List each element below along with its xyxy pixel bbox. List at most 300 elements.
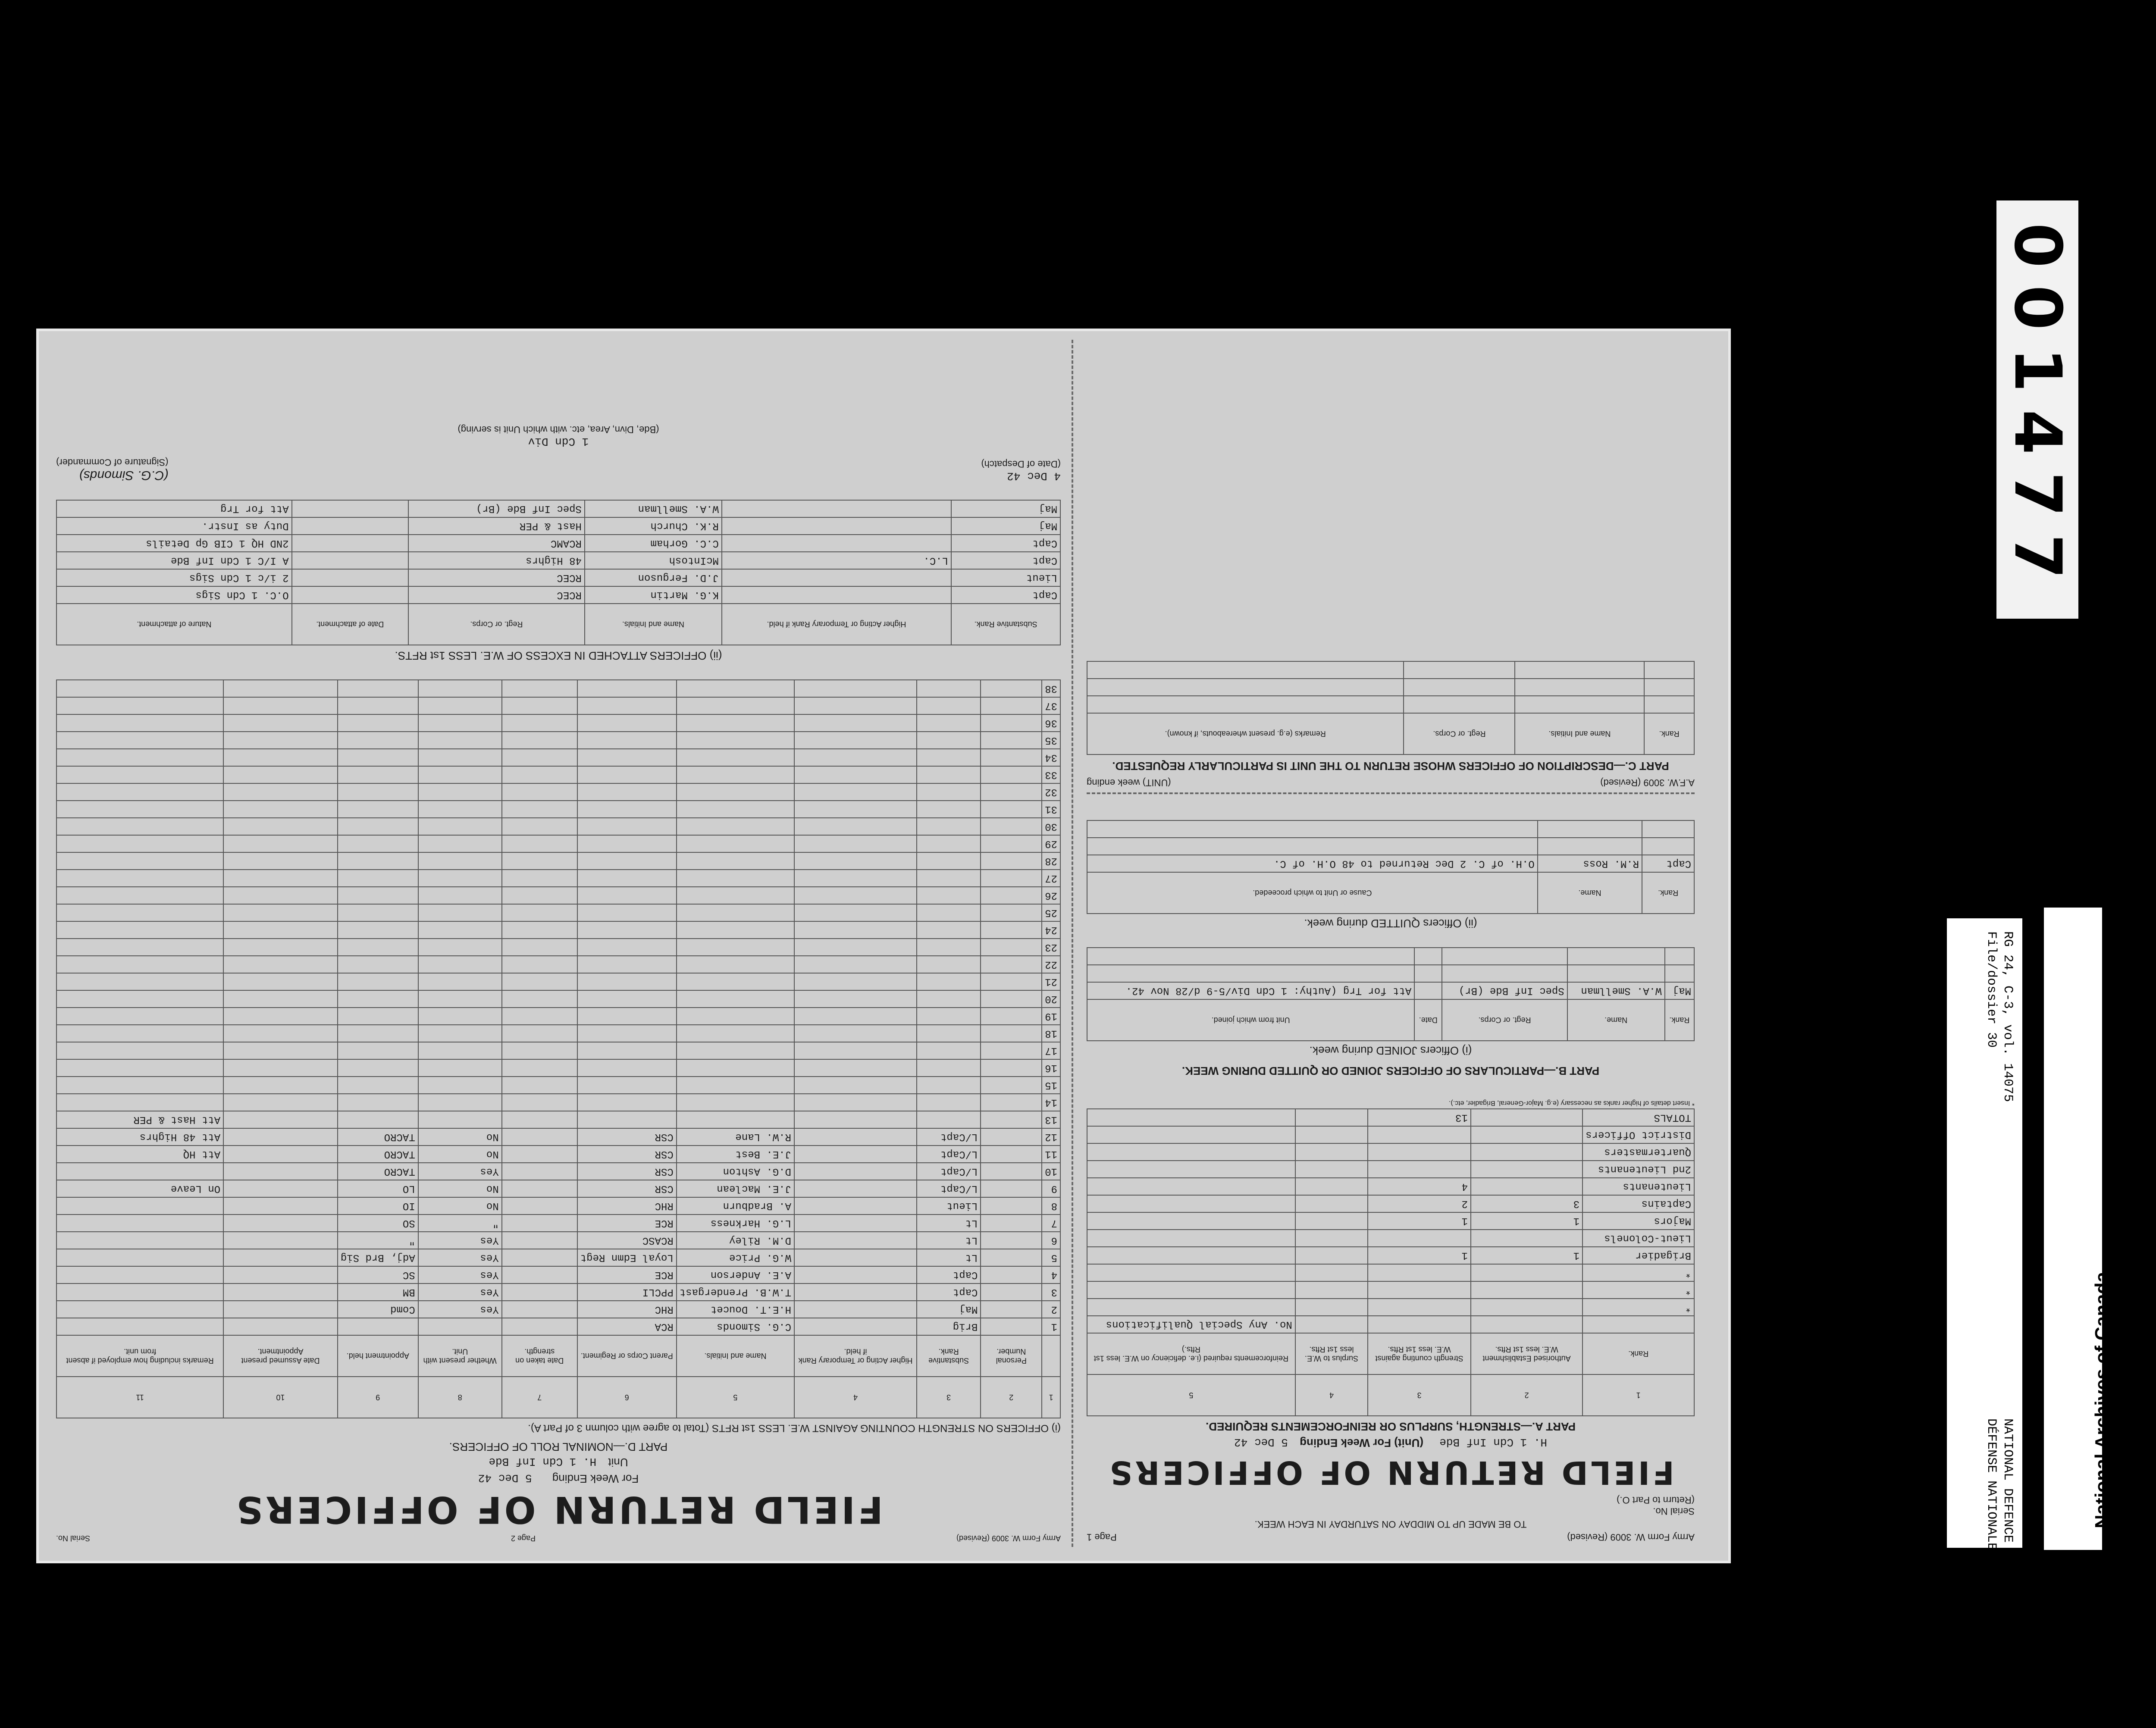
nature-cell: Duty as Instr. bbox=[56, 517, 292, 535]
blank-cell bbox=[917, 1094, 981, 1111]
strength-headers bbox=[1087, 1333, 1694, 1374]
table-row bbox=[56, 732, 1060, 749]
surplus-cell bbox=[1295, 1299, 1368, 1316]
name-cell: R.M. Ross bbox=[1538, 855, 1642, 872]
blank-cell bbox=[502, 835, 577, 852]
blank-cell bbox=[677, 904, 794, 921]
blank-cell bbox=[1087, 696, 1404, 713]
date-cell bbox=[502, 1266, 577, 1283]
date-cell bbox=[502, 1163, 577, 1180]
corps-cell: RHC bbox=[577, 1197, 677, 1215]
blank-cell bbox=[338, 921, 418, 939]
blank-cell bbox=[981, 990, 1042, 1008]
row-number: 17 bbox=[1042, 1042, 1060, 1059]
corps-cell: RCEC bbox=[408, 569, 585, 586]
part-c-table bbox=[1087, 661, 1695, 755]
blank-cell bbox=[917, 818, 981, 835]
column-number: 8 bbox=[418, 1377, 502, 1418]
archive-number-stamp bbox=[1996, 200, 2078, 619]
blank-cell bbox=[56, 749, 223, 766]
blank-cell bbox=[338, 783, 418, 801]
table-row bbox=[56, 569, 1060, 586]
appointment-cell: BM bbox=[338, 1283, 418, 1301]
row-number: 14 bbox=[1042, 1094, 1060, 1111]
blank-cell bbox=[338, 749, 418, 766]
blank-cell bbox=[418, 801, 502, 818]
column-header: Substantive Rank. bbox=[917, 1335, 981, 1377]
column-headers-row bbox=[56, 1335, 1060, 1377]
corps-cell: 48 Highrs bbox=[408, 552, 585, 569]
date-cell bbox=[502, 1249, 577, 1266]
blank-row bbox=[1087, 661, 1694, 679]
name-cell: R.W. Lane bbox=[677, 1128, 794, 1146]
date-assumed-cell bbox=[223, 1111, 338, 1128]
blank-cell bbox=[981, 887, 1042, 904]
row-number: 15 bbox=[1042, 1077, 1060, 1094]
table-row bbox=[56, 697, 1060, 714]
blank-cell bbox=[223, 835, 338, 852]
personal-number bbox=[981, 1318, 1042, 1335]
blank-cell bbox=[577, 1094, 677, 1111]
column-header: Name and Initials. bbox=[585, 604, 722, 645]
date-cell bbox=[502, 1301, 577, 1318]
reinforcements-cell bbox=[1087, 1178, 1295, 1195]
blank-cell bbox=[338, 1077, 418, 1094]
row-number: 19 bbox=[1042, 1008, 1060, 1025]
name-cell: C.G. Simonds bbox=[677, 1318, 794, 1335]
column-header: Surplus to W.E. less 1st Rfts. bbox=[1295, 1333, 1368, 1374]
blank-cell bbox=[502, 939, 577, 956]
remarks-cell bbox=[56, 1283, 223, 1301]
row-number: 18 bbox=[1042, 1025, 1060, 1042]
nominal-roll-table bbox=[56, 679, 1061, 1418]
subheader-row bbox=[1087, 1316, 1694, 1333]
blank-cell bbox=[981, 801, 1042, 818]
joined-headers bbox=[1087, 999, 1694, 1041]
blank-cell bbox=[56, 1094, 223, 1111]
blank-row bbox=[1087, 965, 1694, 982]
blank-cell bbox=[917, 1059, 981, 1077]
serial-label: Serial No. bbox=[56, 1534, 91, 1543]
strength-cell bbox=[1368, 1281, 1471, 1299]
serial-label: Serial No. bbox=[1653, 1506, 1695, 1517]
blank-cell bbox=[917, 1042, 981, 1059]
blank-cell bbox=[577, 749, 677, 766]
column-header: Regt. or Corps. bbox=[1442, 999, 1567, 1041]
blank-row bbox=[1087, 838, 1694, 855]
surplus-cell bbox=[1295, 1230, 1368, 1247]
blank-cell bbox=[338, 887, 418, 904]
table-row bbox=[1087, 1178, 1694, 1195]
blank-cell bbox=[1583, 1316, 1694, 1333]
column-numbers-row bbox=[56, 1377, 1060, 1418]
blank-cell bbox=[981, 783, 1042, 801]
blank-cell bbox=[917, 904, 981, 921]
remarks-cell bbox=[56, 1318, 223, 1335]
blank-cell bbox=[338, 939, 418, 956]
present-cell: Yes bbox=[418, 1232, 502, 1249]
blank-cell bbox=[418, 939, 502, 956]
table-row bbox=[56, 586, 1060, 604]
higher-rank-cell: L.C. bbox=[722, 552, 951, 569]
remarks-cell: On Leave bbox=[56, 1180, 223, 1197]
table-row bbox=[56, 1266, 1060, 1283]
rank-cell: Capt bbox=[951, 586, 1060, 604]
date-cell bbox=[292, 569, 408, 586]
blank-cell bbox=[418, 1008, 502, 1025]
column-header: Name. bbox=[1538, 872, 1642, 914]
blank-cell bbox=[577, 904, 677, 921]
blank-cell bbox=[677, 801, 794, 818]
page-2-nominal-roll bbox=[56, 348, 1061, 1543]
quitted-table bbox=[1087, 820, 1695, 914]
table-row bbox=[1087, 1126, 1694, 1143]
table-row bbox=[56, 887, 1060, 904]
strength-cell bbox=[1368, 1161, 1471, 1178]
blank-cell bbox=[1404, 661, 1515, 679]
column-header: Rank. bbox=[1644, 713, 1694, 754]
blank-cell bbox=[56, 956, 223, 973]
blank-cell bbox=[577, 766, 677, 783]
blank-cell bbox=[917, 956, 981, 973]
blank-cell bbox=[223, 904, 338, 921]
totals-row bbox=[1087, 1109, 1694, 1126]
establishment-cell bbox=[1471, 1264, 1583, 1281]
rank-cell: Brigadier bbox=[1583, 1247, 1694, 1264]
higher-rank-cell bbox=[794, 1180, 917, 1197]
date-assumed-cell bbox=[223, 1318, 338, 1335]
table-row bbox=[56, 801, 1060, 818]
table-row bbox=[56, 870, 1060, 887]
blank-cell bbox=[1087, 948, 1414, 965]
part-c-week: (UNIT) week ending bbox=[1087, 777, 1171, 788]
blank-cell bbox=[502, 783, 577, 801]
column-header: Strength counting against W.E. less 1st Rfts. bbox=[1368, 1333, 1471, 1374]
section-ii-heading: (ii) OFFICERS ATTACHED IN EXCESS OF W.E. LESS 1st RFTS. bbox=[395, 649, 722, 662]
table-row bbox=[56, 1249, 1060, 1266]
higher-rank-cell bbox=[794, 1215, 917, 1232]
table-row bbox=[56, 1111, 1060, 1128]
name-cell: K.G. Martin bbox=[585, 586, 722, 604]
corps-cell: CSR bbox=[577, 1146, 677, 1163]
rank-cell: Quartermasters bbox=[1583, 1143, 1694, 1161]
name-cell: T.W.B. Prendergast bbox=[677, 1283, 794, 1301]
row-number: 11 bbox=[1042, 1146, 1060, 1163]
strength-cell: 1 bbox=[1368, 1212, 1471, 1230]
reinforcements-cell bbox=[1087, 1143, 1295, 1161]
strength-column-numbers bbox=[1087, 1374, 1694, 1416]
rank-cell: District Officers bbox=[1583, 1126, 1694, 1143]
blank-cell bbox=[981, 1042, 1042, 1059]
week-ending-value: 5 Dec 42 bbox=[478, 1471, 532, 1484]
date-cell bbox=[502, 1318, 577, 1335]
blank-cell bbox=[577, 887, 677, 904]
date-assumed-cell bbox=[223, 1301, 338, 1318]
blank-cell bbox=[981, 732, 1042, 749]
column-number: 9 bbox=[338, 1377, 418, 1418]
blank-cell bbox=[677, 973, 794, 990]
rank-cell: L/Capt bbox=[917, 1180, 981, 1197]
surplus-cell bbox=[1295, 1143, 1368, 1161]
table-row bbox=[56, 1215, 1060, 1232]
blank-cell bbox=[794, 956, 917, 973]
part-b-heading: PART B.—PARTICULARS OF OFFICERS JOINED OR QUITTED DURING WEEK. bbox=[1181, 1064, 1600, 1077]
rank-cell: Lt bbox=[917, 1215, 981, 1232]
unit-cell: Att for Trg (Authy: 1 Cdn Div/5-9 d/28 Nov 42. bbox=[1087, 982, 1414, 999]
blank-cell bbox=[56, 801, 223, 818]
row-number: 20 bbox=[1042, 990, 1060, 1008]
blank-cell bbox=[502, 852, 577, 870]
appointment-cell: LO bbox=[338, 1180, 418, 1197]
name-cell: A.E. Anderson bbox=[677, 1266, 794, 1283]
table-row bbox=[56, 517, 1060, 535]
date-cell bbox=[292, 500, 408, 517]
section-i-heading: (i) OFFICERS ON STRENGTH COUNTING AGAINST W.E. LESS 1st RFTS (Total to agree with column 3 of Part A). bbox=[528, 1422, 1061, 1434]
blank-cell bbox=[338, 870, 418, 887]
blank-cell bbox=[677, 887, 794, 904]
blank-cell bbox=[1087, 679, 1404, 696]
row-number: 10 bbox=[1042, 1163, 1060, 1180]
higher-rank-cell bbox=[722, 500, 951, 517]
table-row bbox=[1087, 1143, 1694, 1161]
blank-cell bbox=[223, 766, 338, 783]
table-row bbox=[56, 1094, 1060, 1111]
blank-cell bbox=[1368, 1316, 1471, 1333]
part-a-footnote: * Insert details of higher ranks as necessary (e.g. Major-General, Brigadier, etc.). bbox=[1448, 1099, 1695, 1107]
table-row bbox=[56, 749, 1060, 766]
blank-cell bbox=[338, 766, 418, 783]
blank-cell bbox=[917, 766, 981, 783]
rank-cell: Brig bbox=[917, 1318, 981, 1335]
blank-cell bbox=[577, 870, 677, 887]
blank-cell bbox=[677, 939, 794, 956]
remarks-cell: Att HQ bbox=[56, 1146, 223, 1163]
blank-cell bbox=[338, 714, 418, 732]
higher-rank-cell bbox=[794, 1128, 917, 1146]
date-cell bbox=[292, 552, 408, 569]
table-row bbox=[56, 1301, 1060, 1318]
table-row bbox=[56, 921, 1060, 939]
blank-cell bbox=[502, 973, 577, 990]
date-cell bbox=[292, 535, 408, 552]
blank-cell bbox=[223, 1059, 338, 1077]
blank-cell bbox=[338, 1025, 418, 1042]
archive-label-reference bbox=[1947, 918, 2022, 1551]
part-c-form: A.F.W. 3009 (Revised) bbox=[1600, 777, 1695, 788]
row-number: 13 bbox=[1042, 1111, 1060, 1128]
blank-cell bbox=[577, 801, 677, 818]
blank-cell bbox=[794, 939, 917, 956]
blank-cell bbox=[677, 697, 794, 714]
blank-cell bbox=[338, 732, 418, 749]
header-row-number bbox=[1042, 1335, 1060, 1377]
blank-cell bbox=[794, 818, 917, 835]
blank-cell bbox=[917, 801, 981, 818]
name-cell: L.G. Harkness bbox=[677, 1215, 794, 1232]
column-number: 10 bbox=[223, 1377, 338, 1418]
name-cell: J.D. Ferguson bbox=[585, 569, 722, 586]
blank-cell bbox=[418, 1077, 502, 1094]
table-row bbox=[56, 1232, 1060, 1249]
blank-cell bbox=[56, 766, 223, 783]
blank-cell bbox=[223, 887, 338, 904]
blank-cell bbox=[981, 1059, 1042, 1077]
blank-cell bbox=[223, 1094, 338, 1111]
appointment-cell: Adj, Brd Sig bbox=[338, 1249, 418, 1266]
corps-cell: RCASC bbox=[577, 1232, 677, 1249]
quitted-heading: (ii) Officers QUITTED during week. bbox=[1304, 917, 1477, 930]
higher-rank-cell bbox=[794, 1301, 917, 1318]
personal-number bbox=[981, 1197, 1042, 1215]
blank-cell bbox=[1515, 661, 1644, 679]
date-cell bbox=[292, 517, 408, 535]
row-number: 6 bbox=[1042, 1232, 1060, 1249]
corps-cell: RCA bbox=[577, 1318, 677, 1335]
name-cell: W.A. Smellman bbox=[1567, 982, 1665, 999]
blank-cell bbox=[223, 697, 338, 714]
blank-cell bbox=[1087, 820, 1538, 838]
blank-cell bbox=[1515, 679, 1644, 696]
blank-cell bbox=[418, 766, 502, 783]
appointment-cell: TACRO bbox=[338, 1128, 418, 1146]
blank-cell bbox=[917, 1077, 981, 1094]
remarks-cell bbox=[56, 1232, 223, 1249]
blank-cell bbox=[502, 1077, 577, 1094]
surplus-cell bbox=[1295, 1247, 1368, 1264]
blank-cell bbox=[418, 680, 502, 697]
date-cell bbox=[502, 1283, 577, 1301]
blank-cell bbox=[917, 714, 981, 732]
blank-cell bbox=[981, 939, 1042, 956]
table-row bbox=[1087, 982, 1694, 999]
row-number: 27 bbox=[1042, 870, 1060, 887]
blank-cell bbox=[577, 1059, 677, 1077]
appointment-cell: SC bbox=[338, 1266, 418, 1283]
blank-cell bbox=[502, 680, 577, 697]
corps-cell: CSR bbox=[577, 1163, 677, 1180]
page-1-strength bbox=[1087, 348, 1695, 1543]
formation-label: (Bde, Divn, Area, etc. with which Unit is serving) bbox=[458, 424, 659, 435]
blank-cell bbox=[981, 680, 1042, 697]
archive-name-fr: Archives nationales du Canada bbox=[2113, 1247, 2134, 1528]
blank-cell bbox=[223, 783, 338, 801]
name-cell bbox=[677, 1111, 794, 1128]
blank-cell bbox=[1644, 679, 1694, 696]
blank-cell bbox=[338, 801, 418, 818]
blank-cell bbox=[981, 835, 1042, 852]
row-number: 31 bbox=[1042, 801, 1060, 818]
blank-cell bbox=[223, 732, 338, 749]
blank-cell bbox=[502, 870, 577, 887]
form-number: Army Form W. 3009 (Revised) bbox=[1567, 1532, 1695, 1543]
blank-cell bbox=[677, 1042, 794, 1059]
blank-cell bbox=[917, 852, 981, 870]
blank-cell bbox=[1404, 696, 1515, 713]
return-label: (Return to Part O.) bbox=[1617, 1495, 1695, 1506]
corps-cell: RCE bbox=[577, 1266, 677, 1283]
blank-cell bbox=[338, 680, 418, 697]
appointment-cell: IO bbox=[338, 1197, 418, 1215]
date-assumed-cell bbox=[223, 1215, 338, 1232]
document-sheet bbox=[36, 329, 1731, 1563]
blank-cell bbox=[794, 887, 917, 904]
column-header: Personal Number. bbox=[981, 1335, 1042, 1377]
table-row bbox=[1087, 1281, 1694, 1299]
blank-cell bbox=[1538, 820, 1642, 838]
row-number: 24 bbox=[1042, 921, 1060, 939]
blank-cell bbox=[577, 1042, 677, 1059]
blank-cell bbox=[917, 732, 981, 749]
table-row bbox=[56, 552, 1060, 569]
higher-rank-cell bbox=[794, 1197, 917, 1215]
blank-cell bbox=[794, 904, 917, 921]
blank-cell bbox=[917, 680, 981, 697]
blank-cell bbox=[981, 818, 1042, 835]
blank-cell bbox=[502, 1008, 577, 1025]
blank-cell bbox=[56, 904, 223, 921]
corps-cell: Spec Inf Bde (Br) bbox=[408, 500, 585, 517]
table-row bbox=[1087, 1161, 1694, 1178]
reference-file: File/dossier 30 bbox=[1984, 931, 1999, 1048]
higher-rank-cell bbox=[794, 1163, 917, 1180]
date-cell bbox=[292, 586, 408, 604]
page-title: FIELD RETURN OF OFFICERS bbox=[1107, 1454, 1674, 1491]
blank-cell bbox=[794, 1059, 917, 1077]
blank-cell bbox=[56, 887, 223, 904]
blank-cell bbox=[1567, 965, 1665, 982]
blank-cell bbox=[418, 870, 502, 887]
row-number: 7 bbox=[1042, 1215, 1060, 1232]
row-number: 16 bbox=[1042, 1059, 1060, 1077]
date-cell bbox=[502, 1146, 577, 1163]
blank-cell bbox=[223, 749, 338, 766]
blank-cell bbox=[677, 783, 794, 801]
blank-cell bbox=[794, 783, 917, 801]
blank-cell bbox=[677, 1025, 794, 1042]
row-number: 30 bbox=[1042, 818, 1060, 835]
column-header: Remarks including how employed if absent from unit. bbox=[56, 1335, 223, 1377]
higher-rank-cell bbox=[794, 1266, 917, 1283]
blank-cell bbox=[677, 990, 794, 1008]
strength-cell: 4 bbox=[1368, 1178, 1471, 1195]
blank-cell bbox=[502, 697, 577, 714]
blank-cell bbox=[794, 801, 917, 818]
column-number: 3 bbox=[1368, 1374, 1471, 1416]
row-number: 33 bbox=[1042, 766, 1060, 783]
column-header: Rank. bbox=[1583, 1333, 1694, 1374]
name-cell: J.E. Maclean bbox=[677, 1180, 794, 1197]
rank-cell: Capt bbox=[1642, 855, 1694, 872]
table-row bbox=[56, 973, 1060, 990]
strength-cell bbox=[1368, 1264, 1471, 1281]
blank-cell bbox=[677, 870, 794, 887]
unit-label: Unit bbox=[608, 1456, 628, 1469]
rank-cell: Lieut-Colonels bbox=[1583, 1230, 1694, 1247]
column-header: Remarks (e.g. present whereabouts, if known). bbox=[1087, 713, 1404, 754]
blank-cell bbox=[418, 852, 502, 870]
corps-cell: CSR bbox=[577, 1180, 677, 1197]
signature: (C.G. Simonds) bbox=[79, 468, 169, 482]
blank-cell bbox=[56, 990, 223, 1008]
present-cell bbox=[418, 1111, 502, 1128]
blank-cell bbox=[677, 1077, 794, 1094]
corps-cell: RCE bbox=[577, 1215, 677, 1232]
blank-cell bbox=[794, 1042, 917, 1059]
rank-cell: Maj bbox=[951, 500, 1060, 517]
blank-cell bbox=[577, 1077, 677, 1094]
blank-cell bbox=[794, 921, 917, 939]
personal-number bbox=[981, 1301, 1042, 1318]
